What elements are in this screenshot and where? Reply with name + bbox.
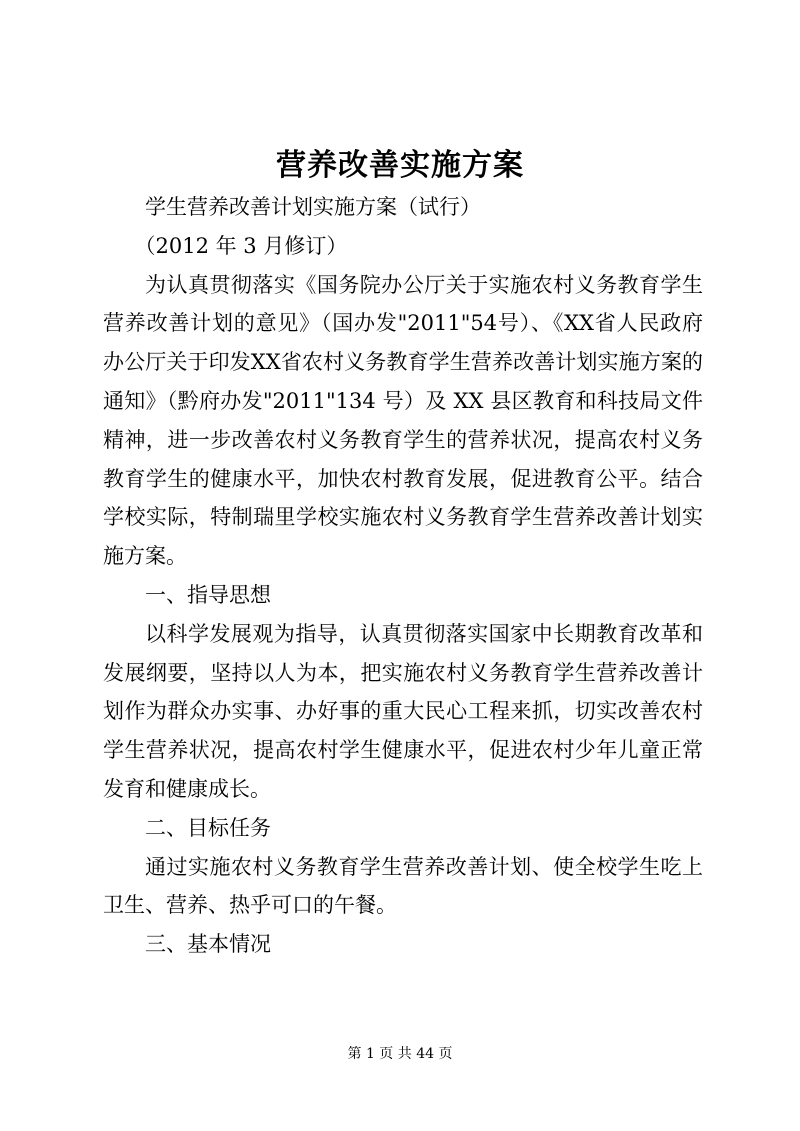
subtitle: 学生营养改善计划实施方案（试行） [145, 195, 481, 219]
section-3-heading: 三、基本情况 [145, 932, 271, 957]
intro-paragraph: 为认真贯彻落实《国务院办公厅关于实施农村义务教育学生营养改善计划的意见》（国办发"2011"54号）、《XX省人民政府办公厅关于印发XX省农村义务教育学生营养改善计划实施方案的通知》（黔府办发"2011"134 号）及 XX 县区教育和科技局文件精神，进一步改善农村义务教育学生的营养状况，提高农村义务教育学生的健康水平，加快农村教育发展，促进教育公平。结合学校实际，特制瑞里学校实施农村义务教育学生营养改善计划实施方案。 [103, 272, 703, 569]
section-1-paragraph: 以科学发展观为指导，认真贯彻落实国家中长期教育改革和发展纲要，坚持以人为本，把实施农村义务教育学生营养改善计划作为群众办实事、办好事的重大民心工程来抓，切实改善农村学生营养状况，提高农村学生健康水平，促进农村少年儿童正常发育和健康成长。 [103, 621, 703, 801]
revision-note: （2012 年 3 月修订） [134, 233, 348, 258]
document-title: 营养改善实施方案 [276, 148, 524, 183]
section-1-heading: 一、指导思想 [145, 582, 271, 607]
section-2-heading: 二、目标任务 [145, 815, 271, 840]
section-2-paragraph: 通过实施农村义务教育学生营养改善计划、使全校学生吃上卫生、营养、热乎可口的午餐。 [103, 854, 703, 918]
document-body [103, 188, 703, 964]
page-footer: 第 1 页 共 44 页 [347, 1046, 453, 1062]
